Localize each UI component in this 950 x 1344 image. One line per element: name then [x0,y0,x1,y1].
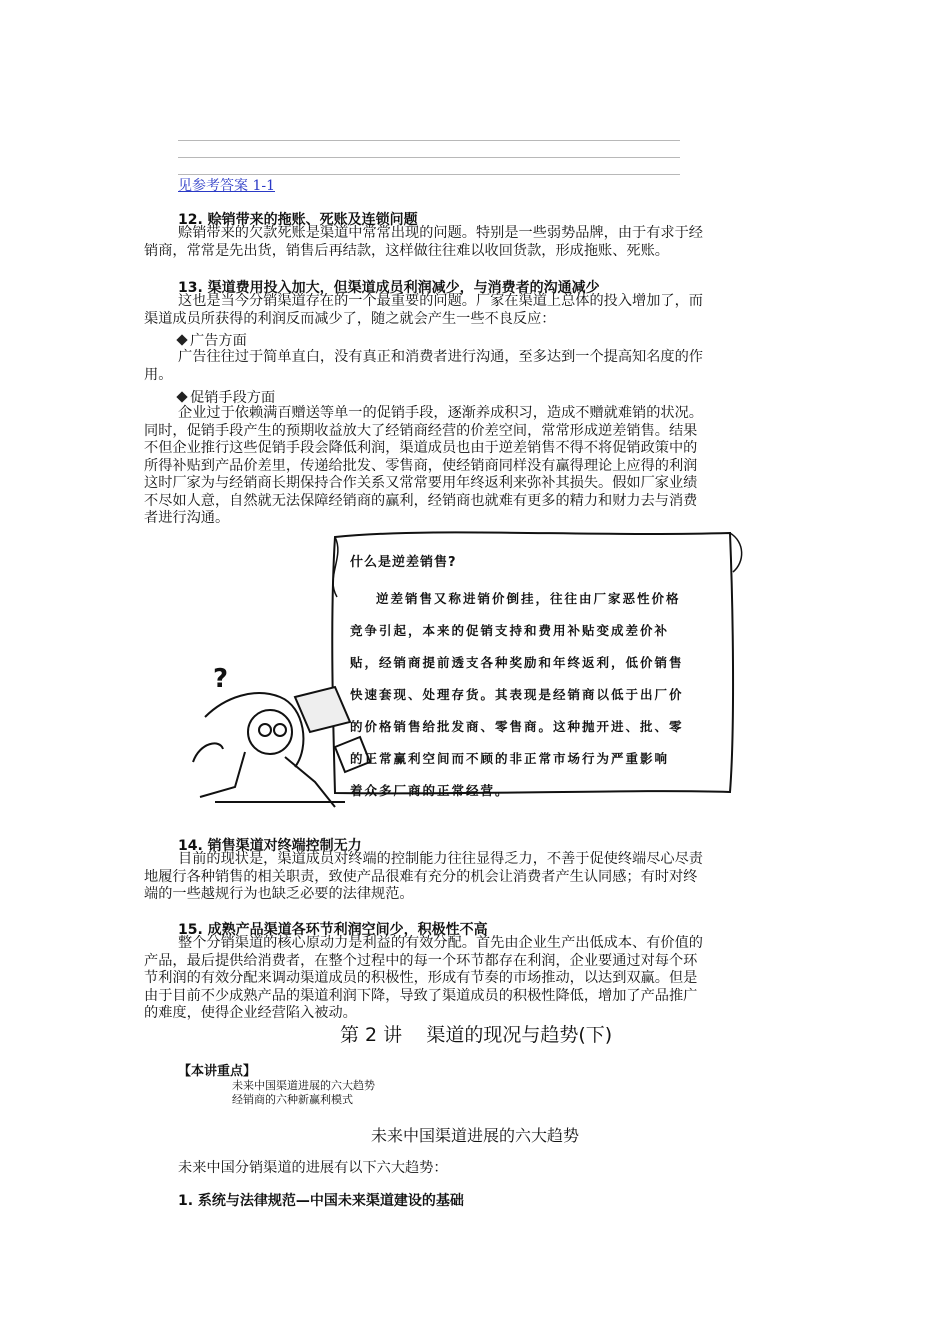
answer-link[interactable]: 见参考答案 1-1 [178,178,275,194]
bullet-promotion-text [144,405,808,528]
section-15-body [144,935,808,1023]
text-line: 产品，最后提供给消费者，在整个过程中的每一个环节都存在利润，企业要通过对每个环 [144,952,698,969]
key-points-label: 【本讲重点】 [178,1064,257,1079]
bullet-label: 促销手段方面 [190,390,276,406]
section-13-intro [144,293,808,328]
text-line: 整个分销渠道的核心原动力是利益的有效分配。首先由企业生产出低成本、有价值的 [178,935,703,951]
text-line: 销商，常常是先出货，销售后再结款，这样做往往难以收回货款，形成拖账、死账。 [144,242,669,259]
scroll-line: 的价格销售给批发商、零售商。这种抛开进、批、零 [350,719,684,734]
key-point-item: 经销商的六种新赢利模式 [232,1093,353,1106]
text-line: 所得补贴到产品价差里，传递给批发、零售商，使经销商同样没有赢得理论上应得的利润 [144,457,698,474]
scroll-line: 快速套现、处理存货。其表现是经销商以低于出厂价 [350,687,684,702]
scroll-title: 什么是逆差销售? [350,555,457,570]
text-line: 企业过于依赖满百赠送等单一的促销手段，逐渐养成积习，造成不赠就难销的状况。 [178,405,703,421]
key-point-item: 未来中国渠道进展的六大趋势 [232,1079,375,1092]
section-14-heading: 14. 销售渠道对终端控制无力 [178,838,362,854]
key-points [178,1060,375,1107]
section-12-heading: 12. 赊销带来的拖账、死账及连锁问题 [178,212,418,228]
scroll-line: 着众多厂商的正常经营。 [350,783,510,798]
scroll-line: 的正常赢利空间而不顾的非正常市场行为严重影响 [350,751,670,766]
bullet-label: 广告方面 [190,333,247,349]
text-line: 目前的现状是，渠道成员对终端的控制能力往往显得乏力，不善于促使终端尽心尽责 [178,851,703,867]
text-line: 节利润的有效分配来调动渠道成员的积极性，形成有节奏的市场推动，以达到双赢。但是 [144,970,698,986]
section-15-heading: 15. 成熟产品渠道各环节利润空间少，积极性不高 [178,922,488,938]
lecture-title: 第 2 讲 渠道的现况与趋势(下) [340,1024,613,1046]
text-line: 由于目前不少成熟产品的渠道利润下降，导致了渠道成员的积极性降低，增加了产品推广 [144,987,698,1004]
diamond-bullet-icon [176,391,187,402]
divider-line [178,157,680,158]
text-line: 广告往往过于简单直白，没有真正和消费者进行沟通，至多达到一个提高知名度的作 [178,349,703,365]
text-line: 者进行沟通。 [144,510,230,526]
bullet-promotion [178,387,275,407]
text-line: 地履行各种销售的相关职责，致使产品很难有充分的机会让消费者产生认同感；有时对终 [144,868,698,885]
text-line: 的难度，使得企业经营陷入被动。 [144,1005,357,1021]
text-line: 用。 [144,366,173,383]
section-14-body [144,851,808,904]
text-line: 赊销带来的欠款死账是渠道中常常出现的问题。特别是一些弱势品牌，由于有求于经 [178,225,703,241]
reverse-sale-illustration [185,527,765,817]
section-12-body [144,225,808,260]
scroll-line: 贴，经销商提前透支各种奖励和年终返利，低价销售 [350,655,684,670]
scroll-line: 竞争引起，本来的促销支持和费用补贴变成差价补 [350,623,670,638]
section-title: 未来中国渠道进展的六大趋势 [371,1126,580,1145]
text-line: 这也是当今分销渠道存在的一个最重要的问题。厂家在渠道上总体的投入增加了，而 [178,293,703,309]
text-line: 端的一些越规行为也缺乏必要的法律规范。 [144,886,414,902]
scroll-line: 逆差销售又称进销价倒挂，往往由厂家恶性价格 [376,591,681,606]
text-line: 同时，促销手段产生的预期收益放大了经销商经营的价差空间，常常形成逆差销售。结果 [144,422,698,439]
text-line: 不但企业推行这些促销手段会降低利润，渠道成员也由于逆差销售不得不将促销政策中的 [144,440,698,456]
divider-line [178,140,680,141]
intro-line: 未来中国分销渠道的进展有以下六大趋势： [178,1160,448,1176]
scroll-text [350,551,720,807]
section-13-heading: 13. 渠道费用投入加大，但渠道成员利润减少，与消费者的沟通减少 [178,280,600,296]
text-line: 渠道成员所获得的利润反而减少了，随之就会产生一些不良反应： [144,310,556,327]
svg-text:?: ? [213,664,229,694]
trend-1-heading: 1. 系统与法律规范—中国未来渠道建设的基础 [178,1193,464,1209]
text-line: 不尽如人意，自然就无法保障经销商的赢利，经销商也就难有更多的精力和财力去与消费 [144,492,698,509]
bullet-advertising-text [144,349,808,384]
bullet-advertising [178,330,247,350]
diamond-bullet-icon [176,334,187,345]
text-line: 这时厂家为与经销商长期保持合作关系又常常要用年终返利来弥补其损失。假如厂家业绩 [144,475,698,491]
